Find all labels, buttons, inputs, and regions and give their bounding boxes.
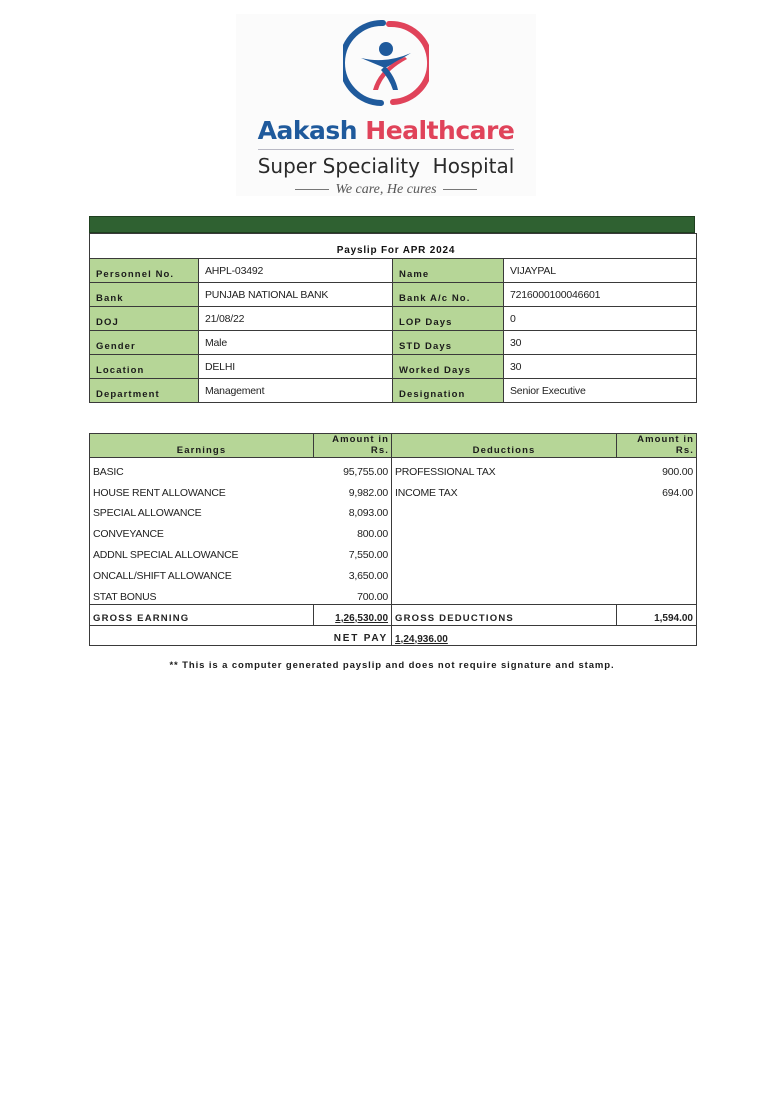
brand-name-part1: Aakash bbox=[257, 116, 358, 145]
name-label: Name bbox=[393, 259, 504, 283]
pay-row bbox=[90, 583, 697, 604]
net-pay-value: 1,24,936.00 bbox=[392, 625, 697, 645]
deductions-header: Deductions bbox=[392, 434, 617, 458]
deduction-name bbox=[392, 500, 617, 521]
deduction-amount: 694.00 bbox=[617, 479, 697, 500]
gender-label: Gender bbox=[90, 331, 199, 355]
earning-name: HOUSE RENT ALLOWANCE bbox=[90, 479, 314, 500]
std-days-value: 30 bbox=[504, 331, 697, 355]
gross-deductions-label: GROSS DEDUCTIONS bbox=[392, 604, 617, 625]
bank-label: Bank bbox=[90, 283, 199, 307]
brand-tagline: We care, He cures bbox=[335, 182, 437, 197]
gross-earning-value: 1,26,530.00 bbox=[314, 604, 392, 625]
info-row bbox=[90, 379, 697, 403]
worked-days-label: Worked Days bbox=[393, 355, 504, 379]
deduction-name: INCOME TAX bbox=[395, 486, 458, 499]
deduction-amount bbox=[617, 520, 697, 541]
department-label: Department bbox=[90, 379, 199, 403]
earning-amount: 700.00 bbox=[314, 583, 392, 604]
brand-name-part2: Healthcare bbox=[365, 116, 515, 145]
doj-value: 21/08/22 bbox=[199, 307, 393, 331]
designation-label: Designation bbox=[393, 379, 504, 403]
designation-value: Senior Executive bbox=[504, 379, 697, 403]
pay-row bbox=[90, 500, 697, 521]
employee-info-table bbox=[89, 233, 697, 403]
pay-row bbox=[90, 458, 697, 479]
deduction-name bbox=[392, 520, 617, 541]
info-row bbox=[90, 307, 697, 331]
brand-divider bbox=[258, 149, 514, 150]
deduction-amount bbox=[617, 562, 697, 583]
personnel-no-label: Personnel No. bbox=[90, 259, 199, 283]
earning-amount: 95,755.00 bbox=[314, 458, 392, 479]
pay-row bbox=[90, 541, 697, 562]
lop-days-label: LOP Days bbox=[393, 307, 504, 331]
earning-name: SPECIAL ALLOWANCE bbox=[90, 500, 314, 521]
deduction-name bbox=[392, 583, 617, 604]
deduction-name bbox=[392, 562, 617, 583]
info-row bbox=[90, 259, 697, 283]
brand-name bbox=[236, 116, 536, 145]
gross-deductions-value: 1,594.00 bbox=[617, 604, 697, 625]
deduction-name: PROFESSIONAL TAX bbox=[395, 465, 496, 478]
name-value: VIJAYPAL bbox=[504, 259, 697, 283]
deductions-amount-header: Amount in Rs. bbox=[617, 434, 697, 458]
gross-earning-label: GROSS EARNING bbox=[90, 604, 314, 625]
bank-value: PUNJAB NATIONAL BANK bbox=[199, 283, 393, 307]
bank-ac-label: Bank A/c No. bbox=[393, 283, 504, 307]
pay-header-row bbox=[90, 434, 697, 458]
earning-amount: 8,093.00 bbox=[314, 500, 392, 521]
payslip-title: Payslip For APR 2024 bbox=[90, 234, 697, 259]
info-row bbox=[90, 355, 697, 379]
gender-value: Male bbox=[199, 331, 393, 355]
location-value: DELHI bbox=[199, 355, 393, 379]
tagline-rule-right bbox=[443, 189, 477, 190]
deduction-amount: 900.00 bbox=[617, 458, 697, 479]
department-value: Management bbox=[199, 379, 393, 403]
gross-row bbox=[90, 604, 697, 625]
brand-subtitle: Super Speciality Hospital bbox=[257, 154, 515, 178]
footer-note: ** This is a computer generated payslip and does not require signature and stamp. bbox=[169, 660, 615, 671]
deduction-amount bbox=[617, 541, 697, 562]
header-bar bbox=[89, 216, 695, 233]
worked-days-value: 30 bbox=[504, 355, 697, 379]
pay-row bbox=[90, 520, 697, 541]
bank-ac-value: 7216000100046601 bbox=[504, 283, 697, 307]
earning-amount: 800.00 bbox=[314, 520, 392, 541]
earning-name: BASIC bbox=[90, 458, 314, 479]
earnings-deductions-table bbox=[89, 433, 697, 646]
earning-name: CONVEYANCE bbox=[90, 520, 314, 541]
earning-name: ADDNL SPECIAL ALLOWANCE bbox=[90, 541, 314, 562]
deduction-amount bbox=[617, 583, 697, 604]
earning-amount: 3,650.00 bbox=[314, 562, 392, 583]
brand-tagline-row bbox=[236, 182, 536, 198]
location-label: Location bbox=[90, 355, 199, 379]
std-days-label: STD Days bbox=[393, 331, 504, 355]
hospital-logo bbox=[236, 14, 536, 196]
logo-emblem-icon bbox=[343, 20, 429, 108]
earning-amount: 7,550.00 bbox=[314, 541, 392, 562]
personnel-no-value: AHPL-03492 bbox=[199, 259, 393, 283]
net-pay-label: NET PAY bbox=[90, 625, 392, 645]
doj-label: DOJ bbox=[90, 307, 199, 331]
payslip-title-row bbox=[90, 234, 697, 259]
earnings-amount-header: Amount in Rs. bbox=[314, 434, 392, 458]
net-pay-row bbox=[90, 625, 697, 645]
earning-amount: 9,982.00 bbox=[314, 479, 392, 500]
info-row bbox=[90, 331, 697, 355]
deduction-name bbox=[392, 541, 617, 562]
pay-row bbox=[90, 479, 697, 500]
earnings-header: Earnings bbox=[90, 434, 314, 458]
pay-row bbox=[90, 562, 697, 583]
earning-name: ONCALL/SHIFT ALLOWANCE bbox=[90, 562, 314, 583]
deduction-amount bbox=[617, 500, 697, 521]
earning-name: STAT BONUS bbox=[90, 583, 314, 604]
info-row bbox=[90, 283, 697, 307]
lop-days-value: 0 bbox=[504, 307, 697, 331]
tagline-rule-left bbox=[295, 189, 329, 190]
